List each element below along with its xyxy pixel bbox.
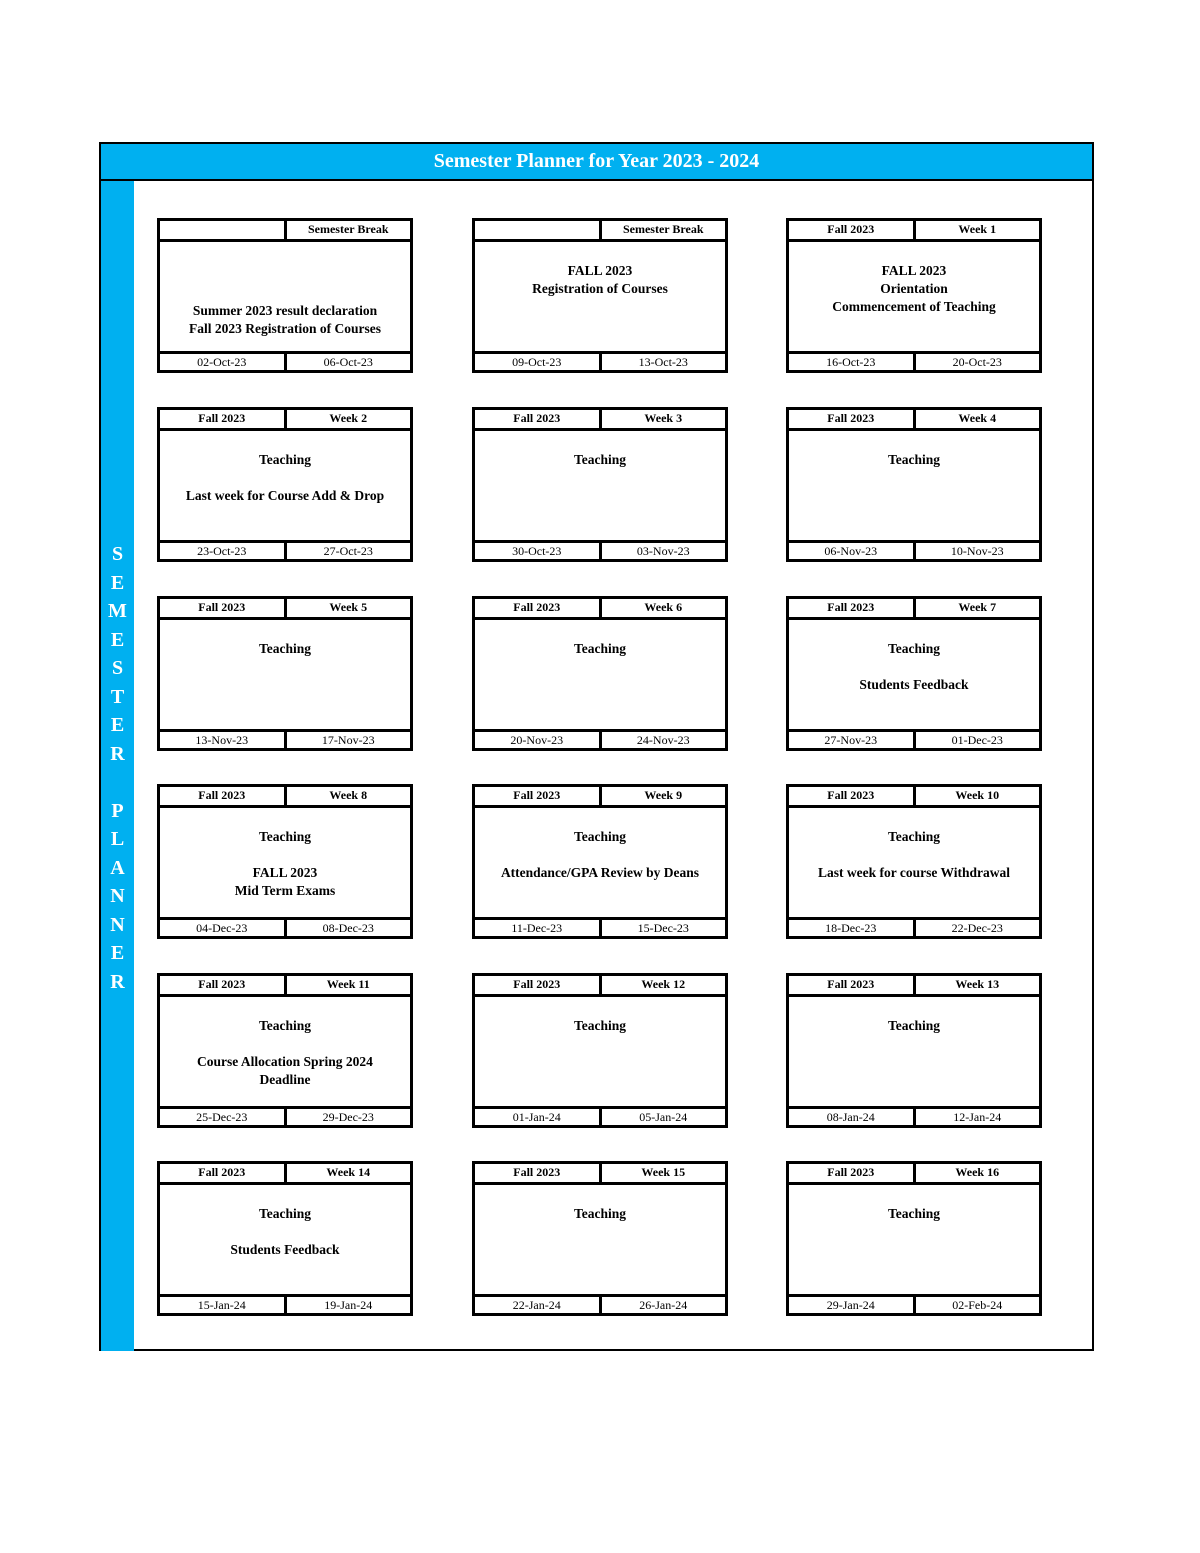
activity-line [164, 1223, 406, 1241]
activity-line: Registration of Courses [532, 281, 668, 296]
week-label: Semester Break [599, 221, 726, 239]
term-label: Fall 2023 [827, 222, 875, 236]
spacer [164, 431, 406, 451]
term-label: Fall 2023 [198, 788, 246, 802]
card-body [479, 431, 721, 540]
week-label: Week 14 [284, 1164, 411, 1182]
card-body [164, 431, 406, 540]
week-label: Week 4 [913, 410, 1040, 428]
week-card [786, 407, 1042, 562]
activity-line: Teaching [887, 1018, 941, 1033]
week-card [157, 784, 413, 939]
card-body [479, 1185, 721, 1294]
side-label-letter: M [108, 600, 127, 622]
week-label: Week 1 [913, 221, 1040, 239]
spacer [164, 620, 406, 640]
card-body [479, 620, 721, 729]
spacer [164, 1185, 406, 1205]
spacer [793, 620, 1035, 640]
card-body [164, 1185, 406, 1294]
card-footer [160, 351, 410, 370]
card-footer [160, 1294, 410, 1313]
end-date: 06-Oct-23 [284, 354, 411, 370]
side-label-letter: S [111, 543, 124, 565]
card-body [164, 808, 406, 917]
card-header [160, 1164, 410, 1185]
activity-line: Teaching [258, 1018, 312, 1033]
spacer [164, 808, 406, 828]
week-label: Week 12 [599, 976, 726, 994]
side-label-letter: R [110, 742, 125, 765]
end-date: 19-Jan-24 [284, 1297, 411, 1313]
start-date: 04-Dec-23 [196, 921, 248, 935]
activity-line: Teaching [258, 829, 312, 844]
activity-line: Teaching [258, 452, 312, 467]
start-date: 11-Dec-23 [511, 921, 563, 935]
end-date: 22-Dec-23 [913, 920, 1040, 936]
end-date: 15-Dec-23 [599, 920, 726, 936]
side-label [101, 540, 134, 996]
card-footer [789, 351, 1039, 370]
start-date: 09-Oct-23 [512, 355, 562, 369]
card-header [789, 1164, 1039, 1185]
card-header [475, 976, 725, 997]
term-label: Fall 2023 [827, 600, 875, 614]
activity-line: Students Feedback [230, 1242, 340, 1257]
week-card [786, 973, 1042, 1128]
card-body [793, 620, 1035, 729]
side-label-letter: N [110, 913, 125, 936]
planner-title-text: Semester Planner for Year 2023 - 2024 [433, 150, 760, 172]
spacer [164, 997, 406, 1017]
activity-line: Teaching [258, 641, 312, 656]
card-header [160, 221, 410, 242]
week-label: Week 13 [913, 976, 1040, 994]
activity-line: Last week for Course Add & Drop [185, 488, 385, 503]
week-label: Week 8 [284, 787, 411, 805]
end-date: 03-Nov-23 [599, 543, 726, 559]
card-footer [789, 1294, 1039, 1313]
planner-title [101, 144, 1092, 181]
activity-line: Teaching [573, 641, 627, 656]
activity-line: Teaching [887, 829, 941, 844]
spacer [479, 808, 721, 828]
spacer [479, 431, 721, 451]
card-body [793, 997, 1035, 1106]
card-header [160, 410, 410, 431]
card-footer [160, 917, 410, 936]
card-footer [160, 540, 410, 559]
card-body [793, 431, 1035, 540]
week-card [786, 784, 1042, 939]
activity-line: Teaching [887, 641, 941, 656]
week-card [157, 407, 413, 562]
week-card [786, 596, 1042, 751]
start-date: 20-Nov-23 [510, 733, 564, 747]
card-header [789, 787, 1039, 808]
card-body [164, 620, 406, 729]
spacer [479, 997, 721, 1017]
activity-line: Attendance/GPA Review by Deans [500, 865, 700, 880]
spacer [793, 431, 1035, 451]
week-card [786, 1161, 1042, 1316]
card-footer [160, 1106, 410, 1125]
card-header [475, 221, 725, 242]
term-label: Fall 2023 [827, 1165, 875, 1179]
week-card [157, 596, 413, 751]
start-date: 27-Nov-23 [824, 733, 878, 747]
activity-line [793, 658, 1035, 676]
spacer [793, 997, 1035, 1017]
week-label: Semester Break [284, 221, 411, 239]
term-label: Fall 2023 [513, 1165, 561, 1179]
week-card [472, 784, 728, 939]
activity-line: Teaching [573, 452, 627, 467]
spacer [479, 1185, 721, 1205]
start-date: 02-Oct-23 [197, 355, 247, 369]
term-label: Fall 2023 [513, 600, 561, 614]
side-label-letter: E [110, 714, 125, 736]
spacer [793, 242, 1035, 262]
end-date: 01-Dec-23 [913, 732, 1040, 748]
activity-line [164, 469, 406, 487]
start-date: 16-Oct-23 [826, 355, 876, 369]
card-footer [475, 729, 725, 748]
start-date: 13-Nov-23 [195, 733, 249, 747]
week-card [786, 218, 1042, 373]
spacer [164, 262, 406, 282]
side-label-letter: N [110, 885, 125, 907]
start-date: 29-Jan-24 [826, 1298, 875, 1312]
end-date: 27-Oct-23 [284, 543, 411, 559]
planner-frame [99, 142, 1094, 1351]
card-body [479, 808, 721, 917]
card-footer [160, 729, 410, 748]
activity-line: Summer 2023 result declaration [192, 303, 378, 318]
activity-line: Course Allocation Spring 2024 [197, 1054, 373, 1069]
end-date: 17-Nov-23 [284, 732, 411, 748]
term-label: Fall 2023 [513, 977, 561, 991]
card-body [164, 997, 406, 1106]
card-footer [789, 1106, 1039, 1125]
side-label-letter: R [110, 970, 125, 993]
start-date: 22-Jan-24 [512, 1298, 561, 1312]
end-date: 02-Feb-24 [913, 1297, 1040, 1313]
card-body [164, 242, 406, 351]
side-label-letter: E [110, 628, 125, 651]
start-date: 01-Jan-24 [512, 1110, 561, 1124]
spacer [479, 242, 721, 262]
end-date: 05-Jan-24 [599, 1109, 726, 1125]
start-date: 30-Oct-23 [512, 544, 562, 558]
card-header [475, 599, 725, 620]
side-label-letter: L [110, 828, 125, 850]
activity-line: Teaching [573, 1206, 627, 1221]
spacer [793, 1185, 1035, 1205]
term-label: Fall 2023 [198, 1165, 246, 1179]
card-body [793, 242, 1035, 351]
activity-line: Mid Term Exams [234, 883, 336, 898]
card-footer [475, 351, 725, 370]
activity-line: Teaching [887, 1206, 941, 1221]
term-label: Fall 2023 [513, 788, 561, 802]
term-label: Fall 2023 [198, 411, 246, 425]
side-label-bar [101, 181, 134, 1351]
end-date: 08-Dec-23 [284, 920, 411, 936]
activity-line: Teaching [573, 829, 627, 844]
activity-line: Students Feedback [859, 677, 969, 692]
end-date: 12-Jan-24 [913, 1109, 1040, 1125]
activity-line: FALL 2023 [252, 865, 318, 880]
activity-line: FALL 2023 [881, 263, 947, 278]
card-body [479, 242, 721, 351]
card-header [789, 221, 1039, 242]
activity-line [164, 846, 406, 864]
term-label [475, 221, 599, 239]
activity-line [479, 846, 721, 864]
week-card [472, 1161, 728, 1316]
card-header [160, 787, 410, 808]
week-card [472, 218, 728, 373]
activity-line: Teaching [258, 1206, 312, 1221]
week-card [472, 596, 728, 751]
card-body [793, 808, 1035, 917]
term-label: Fall 2023 [827, 788, 875, 802]
week-label: Week 10 [913, 787, 1040, 805]
start-date: 06-Nov-23 [824, 544, 878, 558]
week-label: Week 6 [599, 599, 726, 617]
card-body [479, 997, 721, 1106]
card-footer [789, 540, 1039, 559]
activity-line: Last week for course Withdrawal [818, 865, 1010, 880]
spacer [164, 282, 406, 302]
spacer [479, 620, 721, 640]
card-footer [789, 729, 1039, 748]
card-header [789, 410, 1039, 431]
week-label: Week 9 [599, 787, 726, 805]
start-date: 08-Jan-24 [826, 1110, 875, 1124]
side-label-letter: P [111, 799, 124, 822]
week-label: Week 2 [284, 410, 411, 428]
card-header [475, 787, 725, 808]
activity-line [793, 846, 1035, 864]
activity-line [164, 1035, 406, 1053]
spacer [164, 242, 406, 262]
card-footer [475, 1106, 725, 1125]
start-date: 23-Oct-23 [197, 544, 247, 558]
card-footer [789, 917, 1039, 936]
start-date: 18-Dec-23 [825, 921, 877, 935]
week-card [157, 973, 413, 1128]
activity-line: Deadline [259, 1072, 311, 1087]
start-date: 15-Jan-24 [197, 1298, 246, 1312]
activity-line: Teaching [573, 1018, 627, 1033]
end-date: 10-Nov-23 [913, 543, 1040, 559]
activity-line: Fall 2023 Registration of Courses [189, 321, 381, 336]
term-label: Fall 2023 [827, 411, 875, 425]
activity-line: Orientation [880, 281, 948, 296]
week-label: Week 11 [284, 976, 411, 994]
card-header [160, 976, 410, 997]
week-card [157, 218, 413, 373]
card-header [475, 1164, 725, 1185]
end-date: 20-Oct-23 [913, 354, 1040, 370]
end-date: 26-Jan-24 [599, 1297, 726, 1313]
week-card [472, 973, 728, 1128]
side-label-letter: E [110, 571, 125, 594]
card-header [160, 599, 410, 620]
side-label-letter: E [110, 942, 125, 964]
week-label: Week 5 [284, 599, 411, 617]
week-label: Week 3 [599, 410, 726, 428]
card-header [789, 976, 1039, 997]
activity-line: Teaching [887, 452, 941, 467]
week-label: Week 15 [599, 1164, 726, 1182]
week-card [157, 1161, 413, 1316]
end-date: 29-Dec-23 [284, 1109, 411, 1125]
end-date: 24-Nov-23 [599, 732, 726, 748]
card-header [475, 410, 725, 431]
card-body [793, 1185, 1035, 1294]
card-footer [475, 540, 725, 559]
spacer [793, 808, 1035, 828]
term-label: Fall 2023 [198, 600, 246, 614]
week-label: Week 16 [913, 1164, 1040, 1182]
side-label-letter: T [110, 685, 125, 708]
end-date: 13-Oct-23 [599, 354, 726, 370]
term-label: Fall 2023 [827, 977, 875, 991]
week-label: Week 7 [913, 599, 1040, 617]
side-label-letter: A [110, 856, 125, 879]
activity-line: Commencement of Teaching [832, 299, 996, 314]
activity-line: FALL 2023 [567, 263, 633, 278]
start-date: 25-Dec-23 [196, 1110, 248, 1124]
term-label: Fall 2023 [198, 977, 246, 991]
week-card [472, 407, 728, 562]
side-label-letter: S [111, 657, 124, 679]
card-header [789, 599, 1039, 620]
term-label [160, 221, 284, 239]
card-footer [475, 1294, 725, 1313]
term-label: Fall 2023 [513, 411, 561, 425]
card-footer [475, 917, 725, 936]
